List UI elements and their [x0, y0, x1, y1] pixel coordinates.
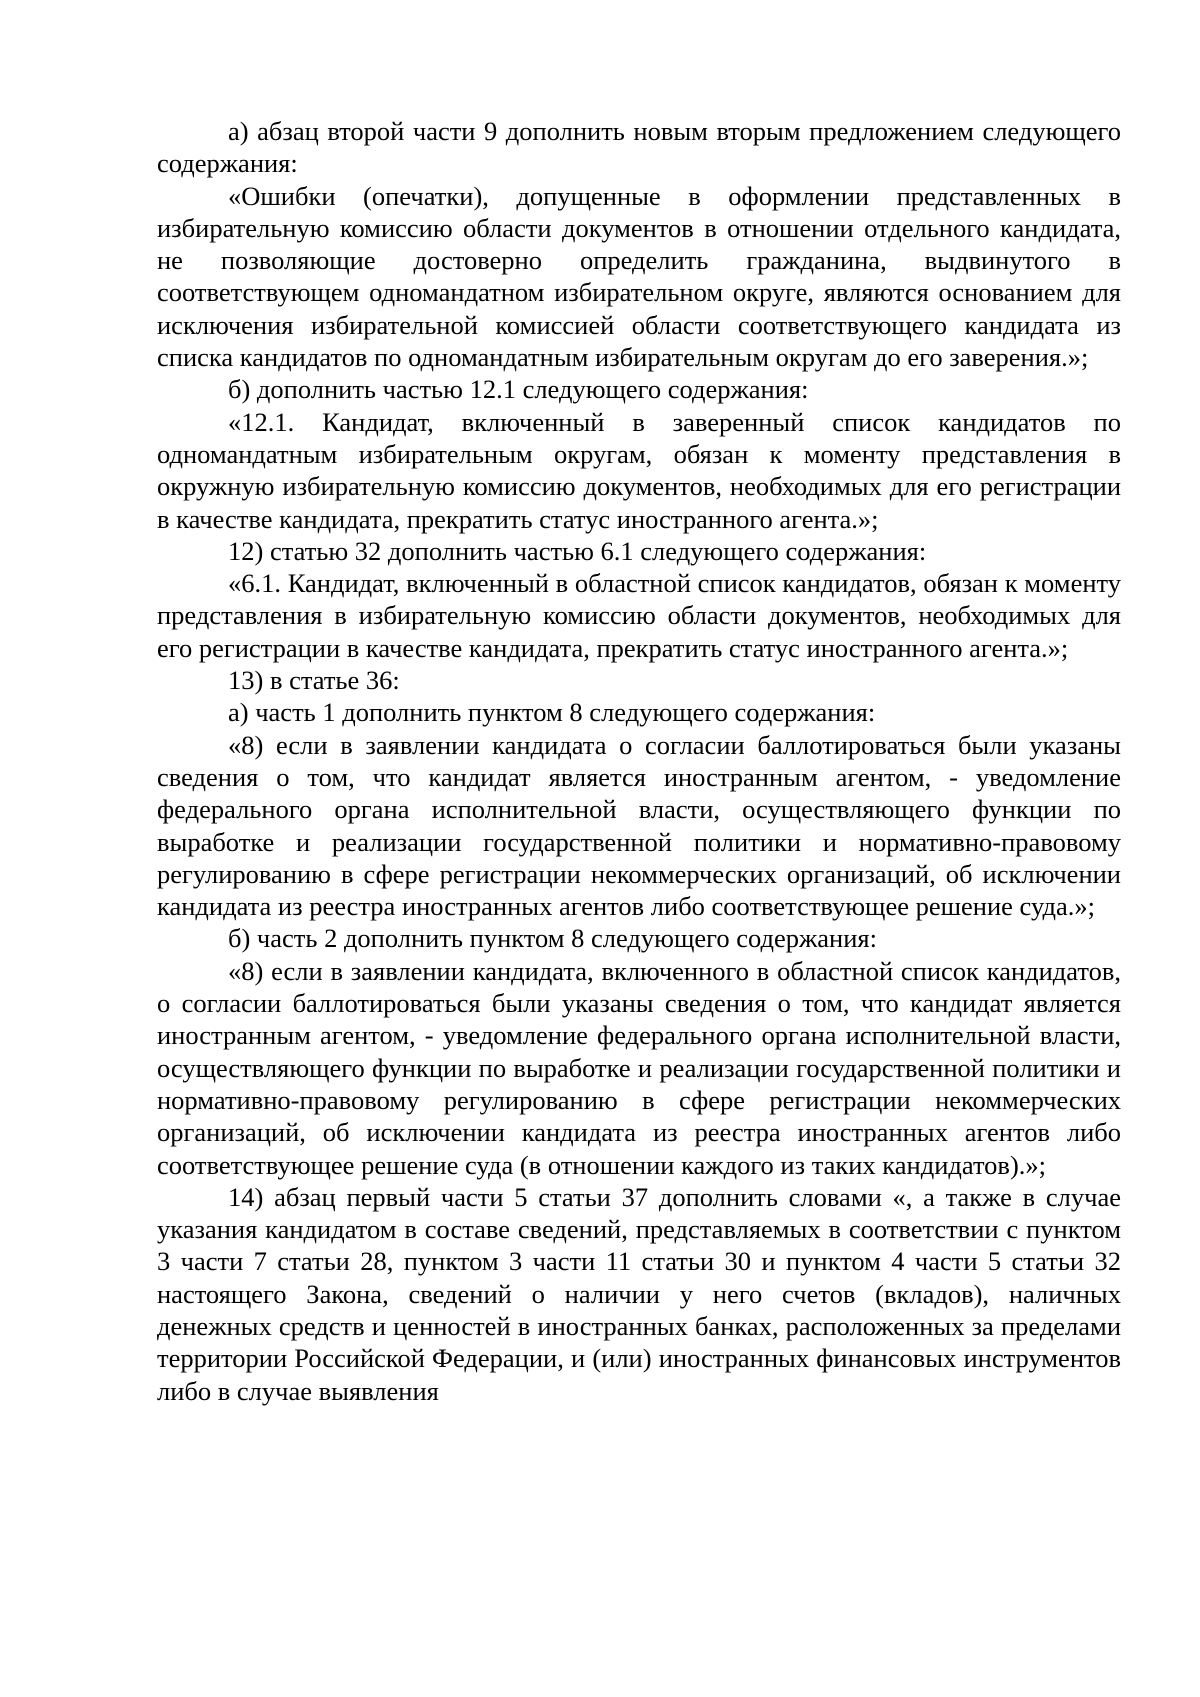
paragraph-13b: б) часть 2 дополнить пунктом 8 следующего содержания:: [228, 923, 877, 954]
paragraph-12-1-intro: б) дополнить частью 12.1 следующего содержания:: [228, 374, 809, 405]
paragraph-item-13: 13) в статье 36:: [228, 665, 400, 696]
document-body: [157, 115, 1121, 1407]
paragraph-12-1-quote: «12.1. Кандидат, включенный в заверенный список кандидатов по одномандатным избирательным округам, обязан к моменту представления в окружную избирательную комиссию документов, необходимых для его регистрации в качестве кандидата, прекратить статус иностранного агента.»;: [157, 406, 1121, 534]
paragraph-errors-quote: «Ошибки (опечатки), допущенные в оформлении представленных в избирательную комиссию области документов в отношении отдельного кандидата, не позволяющие достоверно определить гражданина, выдвинутого в соответствующем одномандатном избирательном округе, являются основанием для исключения избирательной комиссией области соответствующего кандидата из списка кандидатов по одномандатным избирательным округам до его заверения.»;: [157, 180, 1121, 373]
paragraph-13a-quote: «8) если в заявлении кандидата о согласии баллотироваться были указаны сведения о том, что кандидат является иностранным агентом, - уведомление федерального органа исполнительной власти, осуществляющего функции по выработке и реализации государственной политики и нормативно-правовому регулированию в сфере регистрации некоммерческих организаций, об исключении кандидата из реестра иностранных агентов либо соответствующее решение суда.»;: [157, 729, 1121, 922]
paragraph-6-1-quote: «6.1. Кандидат, включенный в областной список кандидатов, обязан к моменту представления в избирательную комиссию области документов, необходимых для его регистрации в качестве кандидата, прекратить статус иностранного агента.»;: [157, 568, 1121, 663]
paragraph-9a: а) абзац второй части 9 дополнить новым вторым предложением следующего содержания:: [157, 116, 1121, 179]
paragraph-13b-quote: «8) если в заявлении кандидата, включенного в областной список кандидатов, о согласии баллотироваться были указаны сведения о том, что кандидат является иностранным агентом, - уведомление федерального органа исполнительной власти, осуществляющего функции по выработке и реализации государственной политики и нормативно-правовому регулированию в сфере регистрации некоммерческих организаций, об исключении кандидата из реестра иностранных агентов либо соответствующее решение суда (в отношении каждого из таких кандидатов).»;: [157, 955, 1121, 1180]
paragraph-13a: а) часть 1 дополнить пунктом 8 следующего содержания:: [228, 697, 876, 728]
paragraph-item-12: 12) статью 32 дополнить частью 6.1 следующего содержания:: [228, 535, 927, 566]
paragraph-item-14: 14) абзац первый части 5 статьи 37 дополнить словами «, а также в случае указания кандидатом в составе сведений, представляемых в соответствии с пунктом 3 части 7 статьи 28, пунктом 3 части 11 статьи 30 и пунктом 4 части 5 статьи 32 настоящего Закона, сведений о наличии у него счетов (вкладов), наличных денежных средств и ценностей в иностранных банках, расположенных за пределами территории Российской Федерации, и (или) иностранных финансовых инструментов либо в случае выявления: [157, 1181, 1121, 1406]
